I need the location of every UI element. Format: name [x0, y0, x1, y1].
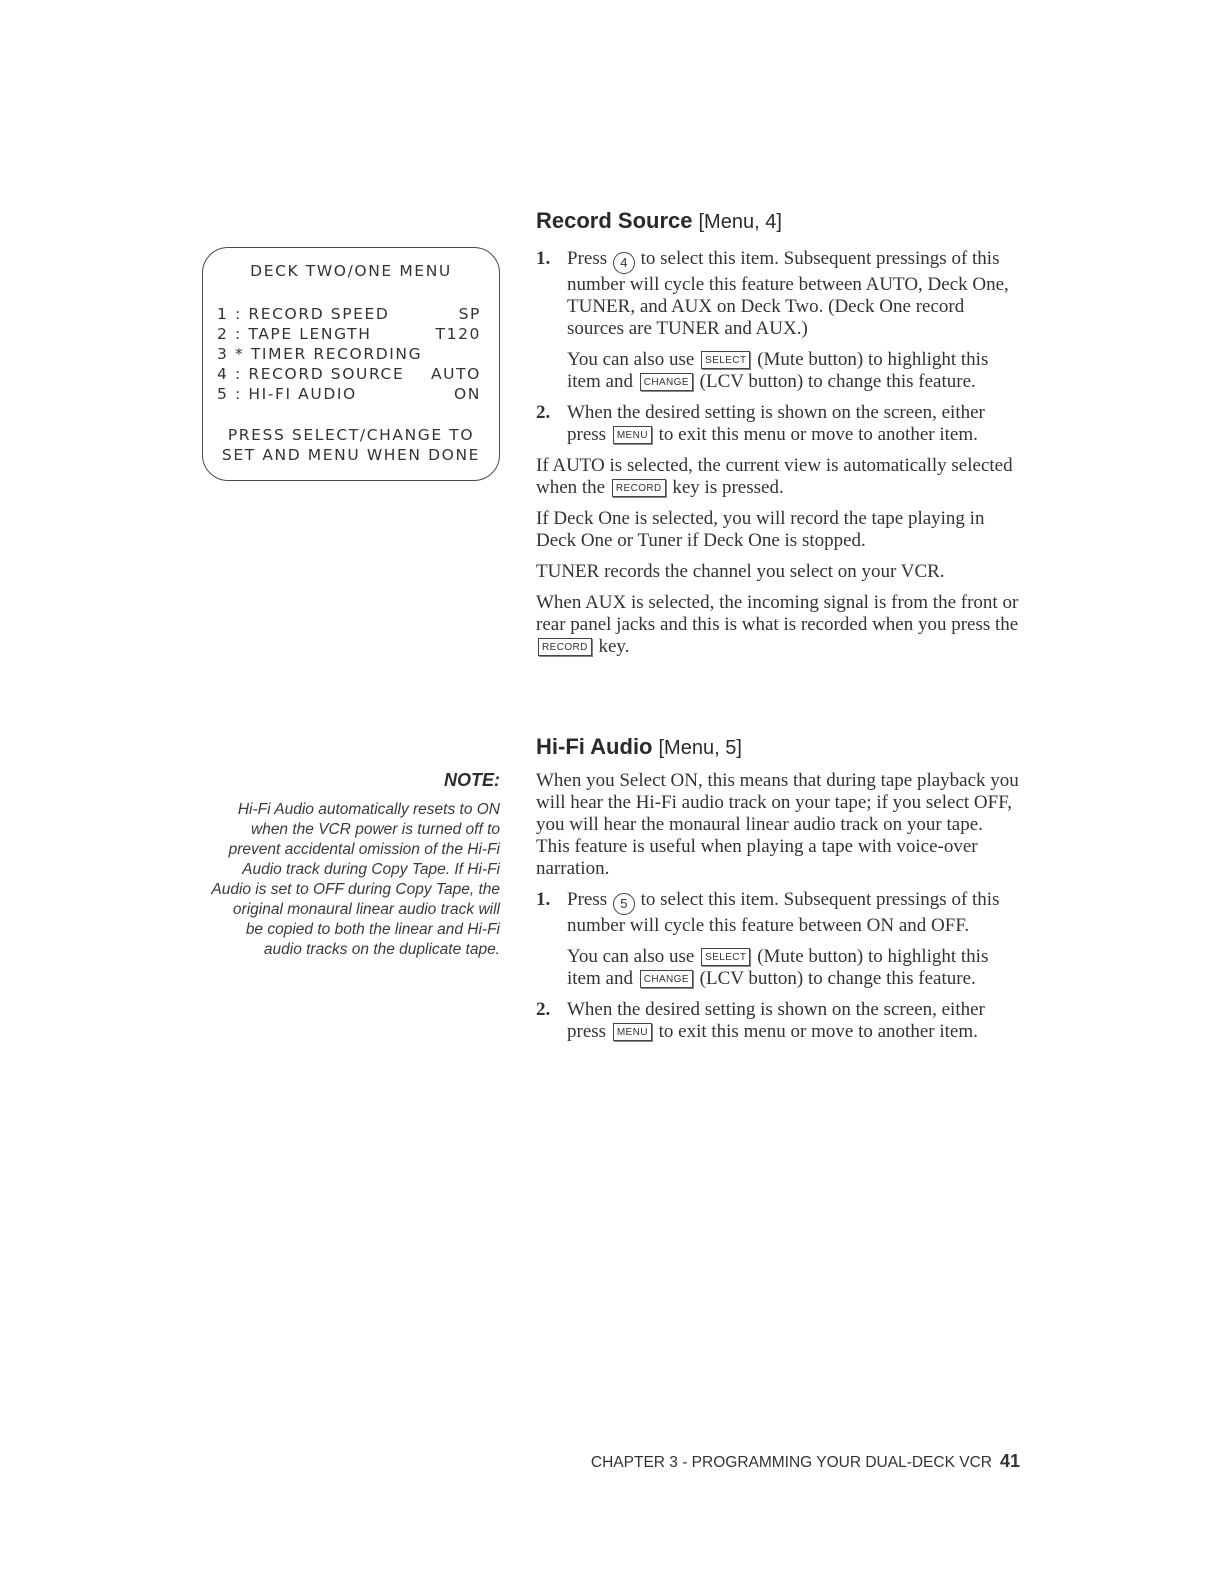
menu-item-label: 2 : TAPE LENGTH	[217, 325, 372, 343]
note-line: be copied to both the linear and Hi-Fi	[245, 921, 500, 938]
para-text: If AUTO is selected, the current view is automatically selected when the	[536, 454, 1013, 498]
para-text: key is pressed.	[672, 476, 784, 498]
aux-paragraph	[536, 592, 1020, 658]
hifi-intro-paragraph: When you Select ON, this means that during tape playback you will hear the Hi-Fi audio track on your tape; if you select OFF, you will hear the monaural linear audio track on your tape. This feature is useful when playing a tape with voice-over narration.	[536, 770, 1019, 879]
menu-title: DECK TWO/ONE MENU	[250, 262, 452, 280]
note-line: when the VCR power is turned off to	[251, 821, 500, 838]
step-text: (Mute button) to highlight this item and	[567, 348, 989, 392]
menu-key-icon: MENU	[613, 426, 652, 444]
number-4-key-icon: 4	[613, 252, 635, 274]
note-line: prevent accidental omission of the Hi-Fi	[228, 841, 500, 858]
note-line: Audio is set to OFF during Copy Tape, the	[211, 881, 500, 898]
menu-item-value: AUTO	[430, 365, 481, 383]
step-number: 2.	[536, 401, 551, 423]
record-source-step-2	[536, 402, 1020, 446]
menu-item-hifi-audio	[217, 385, 481, 405]
note-line: Hi-Fi Audio automatically resets to ON	[237, 801, 500, 818]
hifi-audio-heading	[536, 733, 1020, 762]
menu-item-label: 4 : RECORD SOURCE	[217, 365, 405, 383]
step-number: 1.	[536, 248, 551, 269]
record-key-icon: RECORD	[612, 479, 666, 497]
menu-item-value: SP	[458, 305, 481, 323]
chapter-title: CHAPTER 3 - PROGRAMMING YOUR DUAL-DECK VCR	[590, 1454, 992, 1471]
menu-item-tape-length	[217, 325, 481, 345]
step-text: to exit this menu or move to another item.	[658, 1020, 978, 1042]
record-source-step-1	[536, 248, 1020, 340]
tuner-paragraph: TUNER records the channel you select on your VCR.	[536, 560, 945, 582]
step-text: (Mute button) to highlight this item and	[567, 945, 989, 989]
page-number: 41	[999, 1451, 1020, 1471]
step-text: When the desired setting is shown on the screen, either press	[567, 998, 985, 1042]
step-text: You can also use	[567, 348, 695, 370]
step-text: Press	[567, 889, 608, 910]
number-5-key-icon: 5	[613, 893, 635, 915]
step-text: You can also use	[567, 945, 695, 967]
menu-item-value: ON	[454, 385, 481, 403]
step-text: to exit this menu or move to another item.	[658, 423, 978, 445]
record-key-icon: RECORD	[538, 638, 592, 656]
menu-instruction-line-2: SET AND MENU WHEN DONE	[221, 446, 481, 464]
hifi-step-2	[536, 999, 1020, 1043]
section-title: Record Source	[536, 208, 693, 233]
menu-item-label: 5 : HI-FI AUDIO	[217, 385, 357, 403]
menu-reference: [Menu, 4]	[698, 211, 782, 233]
menu-instruction-line-1: PRESS SELECT/CHANGE TO	[227, 426, 475, 444]
note-line: Audio track during Copy Tape. If Hi-Fi	[242, 861, 500, 878]
step-number: 2.	[536, 998, 551, 1020]
step-text: Press	[567, 248, 608, 269]
step-text: to select this item. Subsequent pressings of this number will cycle this feature between ON and OFF.	[567, 889, 1000, 936]
page-footer	[591, 1451, 1020, 1472]
para-text: key.	[598, 635, 630, 657]
menu-item-value: T120	[435, 325, 481, 343]
select-key-icon: SELECT	[701, 948, 750, 966]
select-key-icon: SELECT	[701, 351, 750, 369]
section-title: Hi-Fi Audio	[536, 734, 653, 759]
record-source-section	[536, 207, 1020, 667]
menu-item-timer-recording	[217, 345, 481, 365]
step-number: 1.	[536, 889, 551, 910]
record-source-step-1-alt	[567, 349, 1020, 393]
menu-key-icon: MENU	[613, 1023, 652, 1041]
record-source-heading	[536, 207, 1020, 236]
menu-item-record-speed	[217, 305, 481, 325]
note-line: audio tracks on the duplicate tape.	[263, 941, 500, 958]
step-text: (LCV button) to change this feature.	[699, 967, 976, 989]
change-key-icon: CHANGE	[640, 970, 693, 988]
step-text: (LCV button) to change this feature.	[699, 370, 976, 392]
step-text: When the desired setting is shown on the screen, either press	[567, 401, 985, 445]
hifi-audio-section	[536, 733, 1020, 1052]
menu-item-label: 3 * TIMER RECORDING	[217, 345, 423, 363]
menu-item-record-source	[217, 365, 481, 385]
para-text: When AUX is selected, the incoming signal is from the front or rear panel jacks and this is what is recorded when you press the	[536, 591, 1019, 635]
change-key-icon: CHANGE	[640, 373, 693, 391]
auto-paragraph	[536, 455, 1020, 499]
hifi-step-1	[536, 889, 1020, 937]
menu-reference: [Menu, 5]	[658, 737, 742, 759]
note-body	[190, 800, 500, 960]
note-line: original monaural linear audio track will	[232, 901, 500, 918]
note-heading: NOTE:	[444, 770, 500, 790]
menu-item-label: 1 : RECORD SPEED	[217, 305, 390, 323]
deck-menu-screen	[202, 247, 500, 481]
deck-one-paragraph: If Deck One is selected, you will record the tape playing in Deck One or Tuner if Deck One is stopped.	[536, 507, 985, 551]
hifi-step-1-alt	[567, 946, 1020, 990]
step-text: to select this item. Subsequent pressings of this number will cycle this feature between AUTO, Deck One, TUNER, and AUX on Deck Two. (Deck One record sources are TUNER and AUX.)	[567, 248, 1009, 339]
